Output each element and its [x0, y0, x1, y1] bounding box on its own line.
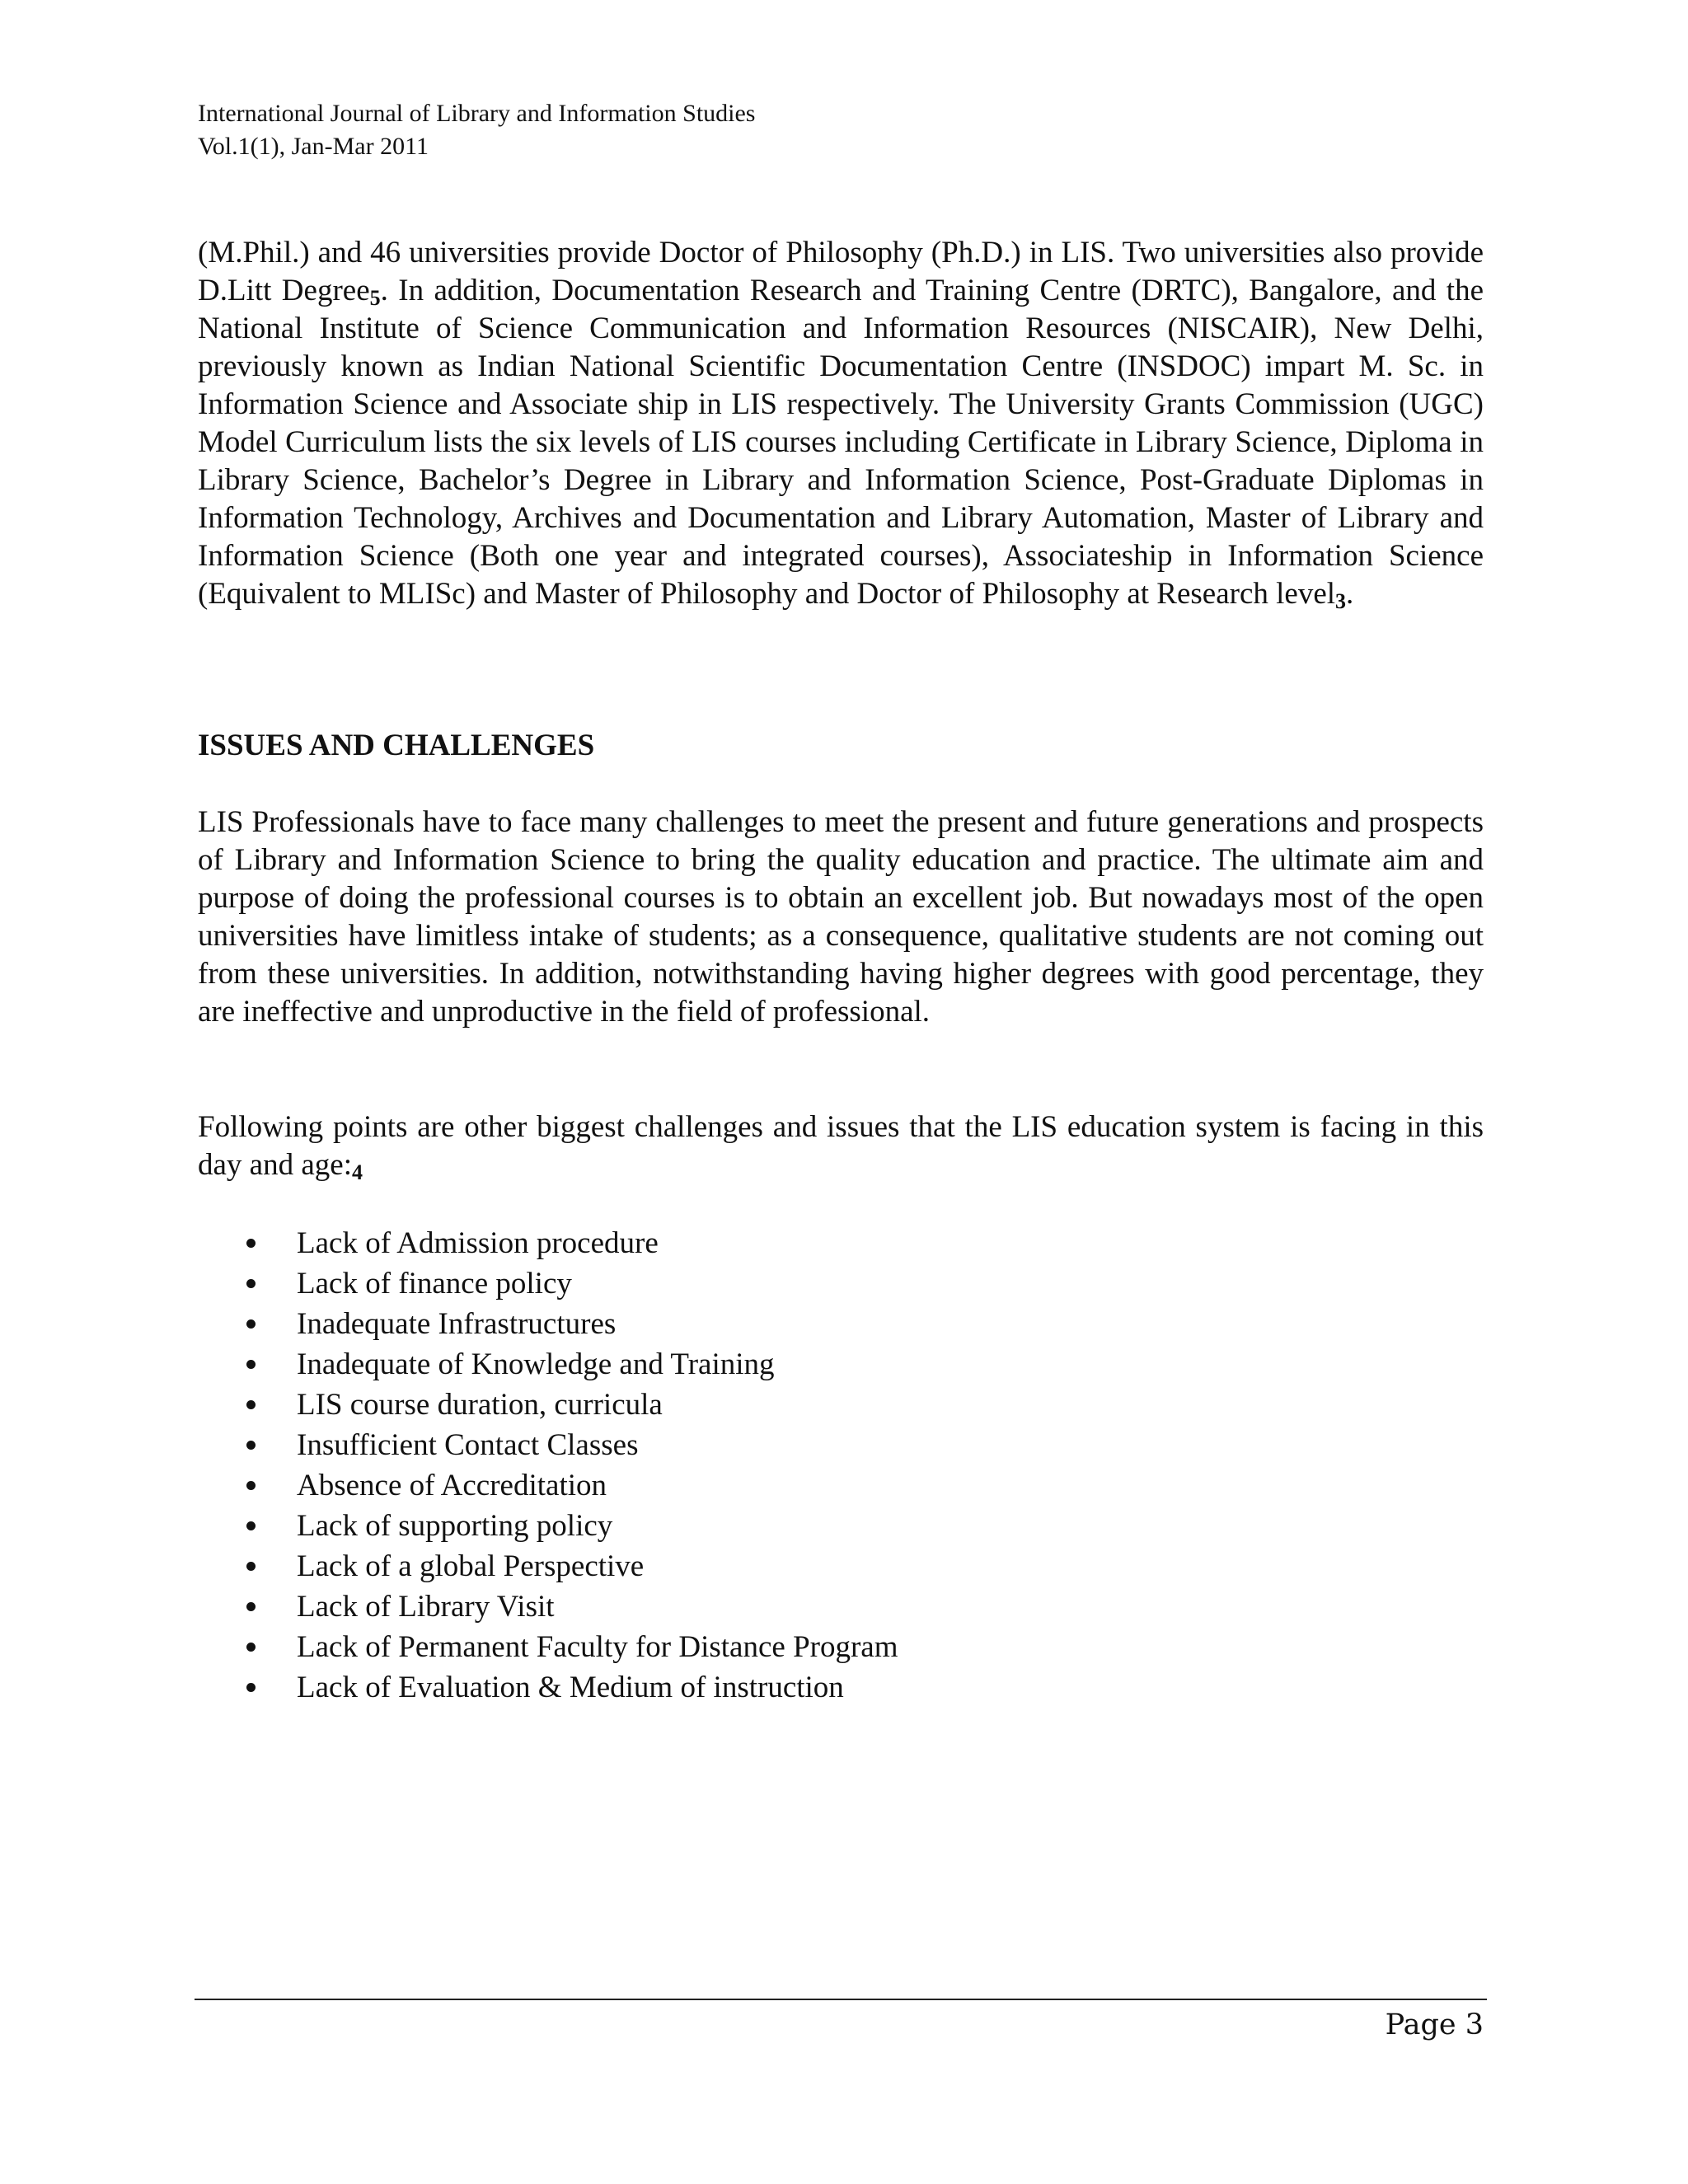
citation-ref: 5: [369, 286, 381, 310]
list-item: [198, 1546, 1352, 1586]
challenges-list: [198, 1223, 1352, 1708]
bullet-icon: [246, 1602, 256, 1611]
list-item-text: Lack of finance policy: [297, 1267, 572, 1301]
bullet-icon: [246, 1643, 256, 1652]
list-item-text: Lack of supporting policy: [297, 1509, 613, 1543]
list-item: [198, 1627, 1352, 1667]
bullet-icon: [246, 1360, 256, 1369]
bullet-icon: [246, 1239, 256, 1248]
paragraph-challenges-intro: LIS Professionals have to face many challenges to meet the present and future generations and prospects of Library and Information Science to bring the quality education and practice. The ultimate aim and purpose of doing the professional courses is to obtain an excellent job. But nowadays most of the open universities have limitless intake of students; as a consequence, qualitative students are not coming out from these universities. In addition, notwithstanding having higher degrees with good percentage, they are ineffective and unproductive in the field of professional.: [198, 805, 1484, 1029]
footer-divider: [195, 1999, 1487, 2000]
list-item: [198, 1304, 1352, 1344]
list-item: [198, 1465, 1352, 1506]
paragraph-following-points: [198, 1108, 1484, 1184]
bullet-icon: [246, 1279, 256, 1288]
bullet-icon: [246, 1481, 256, 1490]
paragraph-degrees: [198, 234, 1484, 613]
list-item: [198, 1385, 1352, 1425]
citation-ref: 3: [1335, 589, 1347, 613]
list-item-text: Absence of Accreditation: [297, 1469, 607, 1502]
list-item: [198, 1667, 1352, 1708]
list-item: [198, 1425, 1352, 1465]
list-item: [198, 1344, 1352, 1385]
list-item-text: Inadequate of Knowledge and Training: [297, 1347, 775, 1381]
bullet-icon: [246, 1400, 256, 1409]
bullet-icon: [246, 1683, 256, 1692]
list-item: [198, 1263, 1352, 1304]
list-item: [198, 1223, 1352, 1263]
paragraph-degrees-text-2: . In addition, Documentation Research and Training Centre (DRTC), Bangalore, and the National Institute of Science Communication and Information Resources (NISCAIR), New Delhi, previously known as Indian National Scientific Documentation Centre (INSDOC) impart M. Sc. in Information Science and Associate ship in LIS respectively. The University Grants Commission (UGC) Model Curriculum lists the six levels of LIS courses including Certificate in Library Science, Diploma in Library Science, Bachelor’s Degree in Library and Information Science, Post-Graduate Diplomas in Information Technology, Archives and Documentation and Library Automation, Master of Library and Information Science (Both one year and integrated courses), Associateship in Information Science (Equivalent to MLISc) and Master of Philosophy and Doctor of Philosophy at Research level: [198, 274, 1484, 611]
bullet-icon: [246, 1441, 256, 1450]
list-item-text: Insufficient Contact Classes: [297, 1428, 639, 1462]
bullet-icon: [246, 1319, 256, 1329]
list-item: [198, 1506, 1352, 1546]
list-item-text: Lack of Permanent Faculty for Distance Program: [297, 1630, 898, 1664]
list-item: [198, 1586, 1352, 1627]
list-item-text: Lack of Admission procedure: [297, 1226, 659, 1260]
paragraph-following-points-text: Following points are other biggest challenges and issues that the LIS education system is facing in this day and age:: [198, 1110, 1484, 1182]
section-heading: ISSUES AND CHALLENGES: [198, 729, 595, 762]
running-header: [198, 97, 1484, 163]
bullet-icon: [246, 1521, 256, 1530]
volume-line: Vol.1(1), Jan-Mar 2011: [198, 133, 429, 160]
journal-title: International Journal of Library and Information Studies: [198, 100, 756, 127]
list-item-text: Lack of Evaluation & Medium of instruction: [297, 1671, 844, 1704]
list-item-text: Lack of a global Perspective: [297, 1549, 645, 1583]
list-item-text: Inadequate Infrastructures: [297, 1307, 617, 1341]
bullet-icon: [246, 1562, 256, 1571]
list-item-text: Lack of Library Visit: [297, 1590, 555, 1624]
list-item-text: LIS course duration, curricula: [297, 1388, 663, 1422]
paragraph-degrees-text-1: (M.Phil.) and 46 universities provide Doctor of Philosophy (Ph.D.) in LIS. Two universities also provide D.Litt Degree: [198, 236, 1484, 307]
citation-ref: 4: [351, 1160, 363, 1184]
paragraph-degrees-text-3: .: [1346, 577, 1354, 611]
page-number: Page 3: [1385, 2008, 1484, 2041]
